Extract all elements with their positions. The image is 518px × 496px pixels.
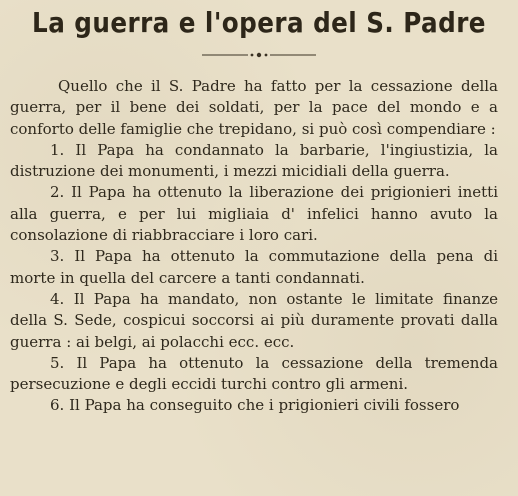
list-item: 1. Il Papa ha condannato la barbarie, l'ingiustizia, la distruzione dei monumenti, i mezzi micidiali della guerra.: [10, 140, 498, 181]
list-item: 3. Il Papa ha ottenuto la commutazione della pena di morte in quella del carcere a tanti condannati.: [10, 247, 498, 287]
article-title: La guerra e l'opera del S. Padre: [32, 6, 486, 39]
article-body: [10, 76, 498, 417]
list-item: 2. Il Papa ha ottenuto la liberazione dei prigionieri inetti alla guerra, e per lui migliaia d' infelici hanno avuto la consolazione di riabbracciare i loro cari.: [10, 183, 498, 245]
list-item: 5. Il Papa ha ottenuto la cessazione della tremenda persecuzione e degli eccidi turchi contro gli armeni.: [10, 353, 498, 394]
title-ornament: [202, 52, 316, 58]
list-item: 4. Il Papa ha mandato, non ostante le limitate finanze della S. Sede, cospicui soccorsi ai più duramente provati dalla guerra : ai belgi, ai polacchi ecc. ecc.: [10, 289, 498, 351]
list-item: 6. Il Papa ha conseguito che i prigionieri civili fossero: [50, 396, 460, 415]
intro-paragraph: Quello che il S. Padre ha fatto per la cessazione della guerra, per il bene dei soldati, per la pace del mondo e a conforto delle famiglie che trepidano, si può così compendiare :: [10, 77, 498, 138]
